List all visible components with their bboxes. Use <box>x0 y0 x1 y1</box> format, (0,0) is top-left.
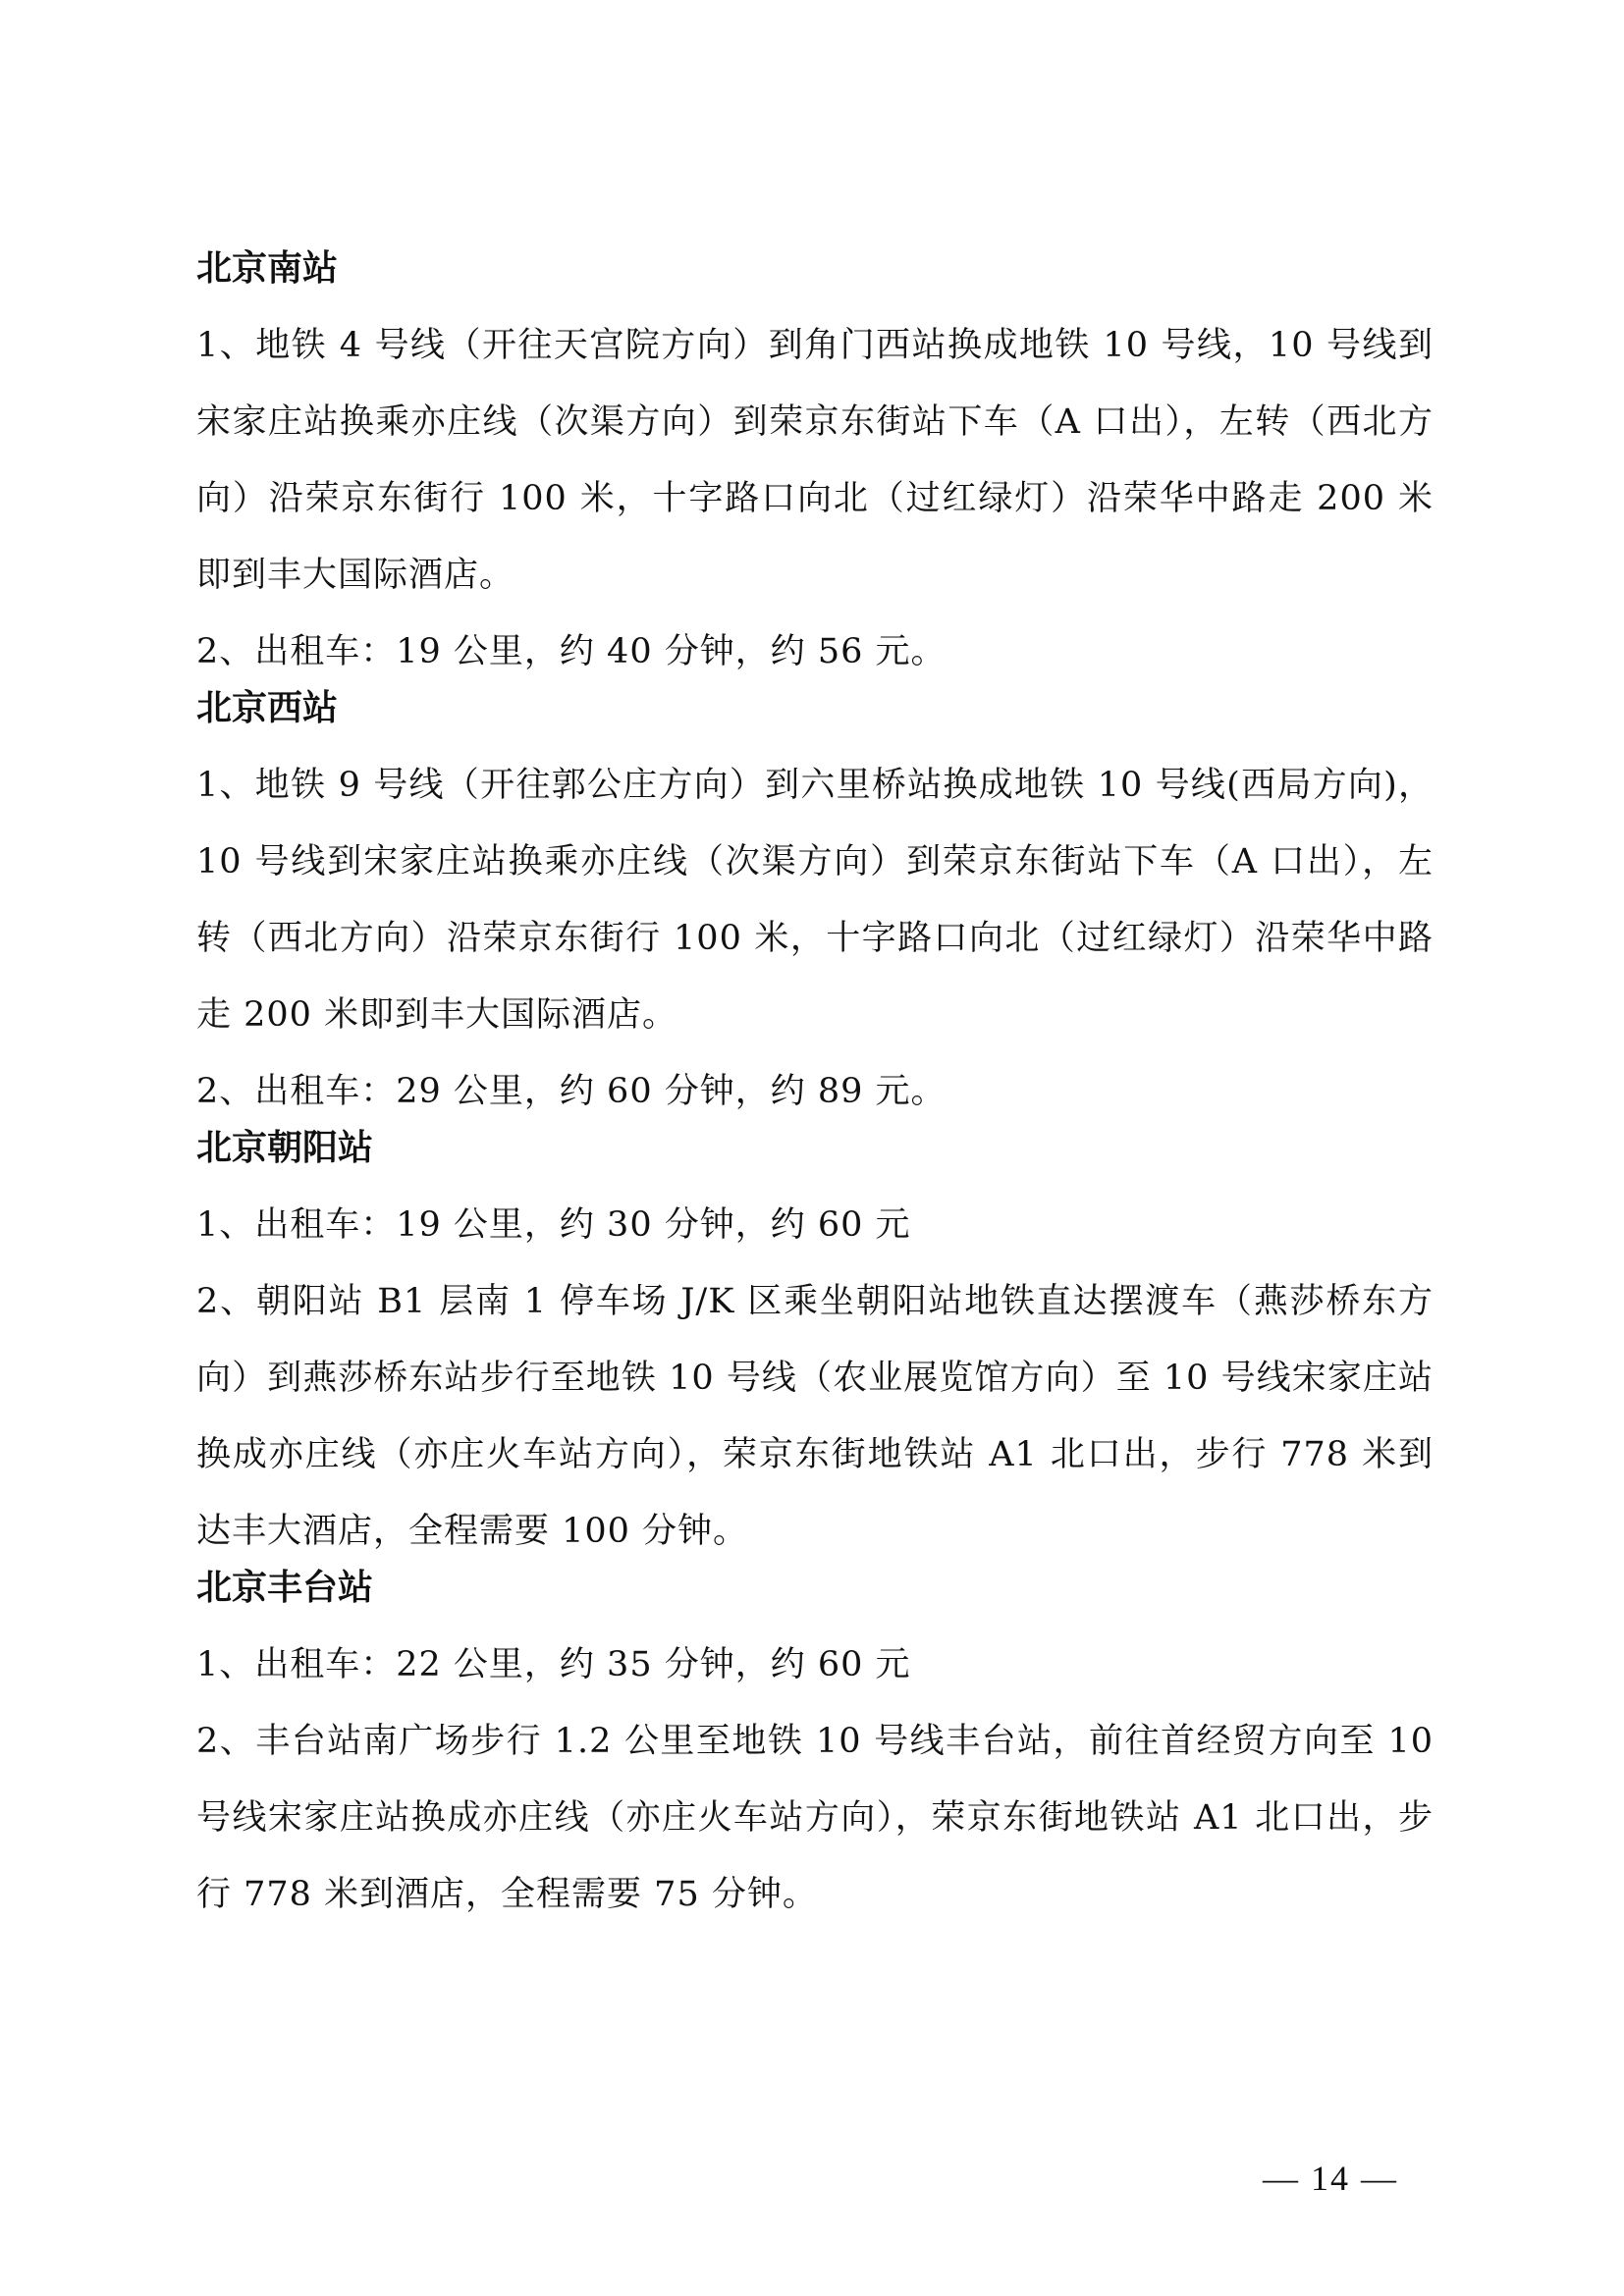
section-title: 北京南站 <box>196 248 339 289</box>
section-beijing-south <box>196 231 1434 690</box>
section-beijing-fengtai <box>196 1550 1434 1933</box>
section-beijing-west <box>196 670 1434 1130</box>
section-title: 北京丰台站 <box>196 1568 374 1608</box>
paragraph: 1、出租车：22 公里，约 35 分钟，约 60 元 <box>196 1645 911 1684</box>
paragraph: 2、出租车：29 公里，约 60 分钟，约 89 元。 <box>196 1072 947 1111</box>
paragraph: 2、出租车：19 公里，约 40 分钟，约 56 元。 <box>196 632 947 671</box>
paragraph: 1、地铁 9 号线（开往郭公庄方向）到六里桥站换成地铁 10 号线(西局方向)，10 号线到宋家庄站换乘亦庄线（次渠方向）到荣京东街站下车（A 口出），左转（西北方向）沿荣京东街行 100 米，十字路口向北（过红绿灯）沿荣华中路走 200 米即到丰大国际酒店。 <box>196 766 1434 1035</box>
section-title: 北京朝阳站 <box>196 1128 374 1168</box>
paragraph: 2、丰台站南广场步行 1.2 公里至地铁 10 号线丰台站，前往首经贸方向至 10 号线宋家庄站换成亦庄线（亦庄火车站方向），荣京东街地铁站 A1 北口出，步行 778 米到酒店，全程需要 75 分钟。 <box>196 1722 1434 1914</box>
paragraph: 1、地铁 4 号线（开往天宫院方向）到角门西站换成地铁 10 号线，10 号线到宋家庄站换乘亦庄线（次渠方向）到荣京东街站下车（A 口出），左转（西北方向）沿荣京东街行 100 米，十字路口向北（过红绿灯）沿荣华中路走 200 米即到丰大国际酒店。 <box>196 326 1434 595</box>
document-page <box>196 250 1434 1933</box>
paragraph: 1、出租车：19 公里，约 30 分钟，约 60 元 <box>196 1205 911 1245</box>
page-number: — 14 — <box>1263 2159 1398 2198</box>
section-title: 北京西站 <box>196 688 339 728</box>
paragraph: 2、朝阳站 B1 层南 1 停车场 J/K 区乘坐朝阳站地铁直达摆渡车（燕莎桥东方向）到燕莎桥东站步行至地铁 10 号线（农业展览馆方向）至 10 号线宋家庄站换成亦庄线（亦庄火车站方向），荣京东街地铁站 A1 北口出，步行 778 米到达丰大酒店，全程需要 100 分钟。 <box>196 1282 1434 1551</box>
section-beijing-chaoyang <box>196 1110 1434 1570</box>
